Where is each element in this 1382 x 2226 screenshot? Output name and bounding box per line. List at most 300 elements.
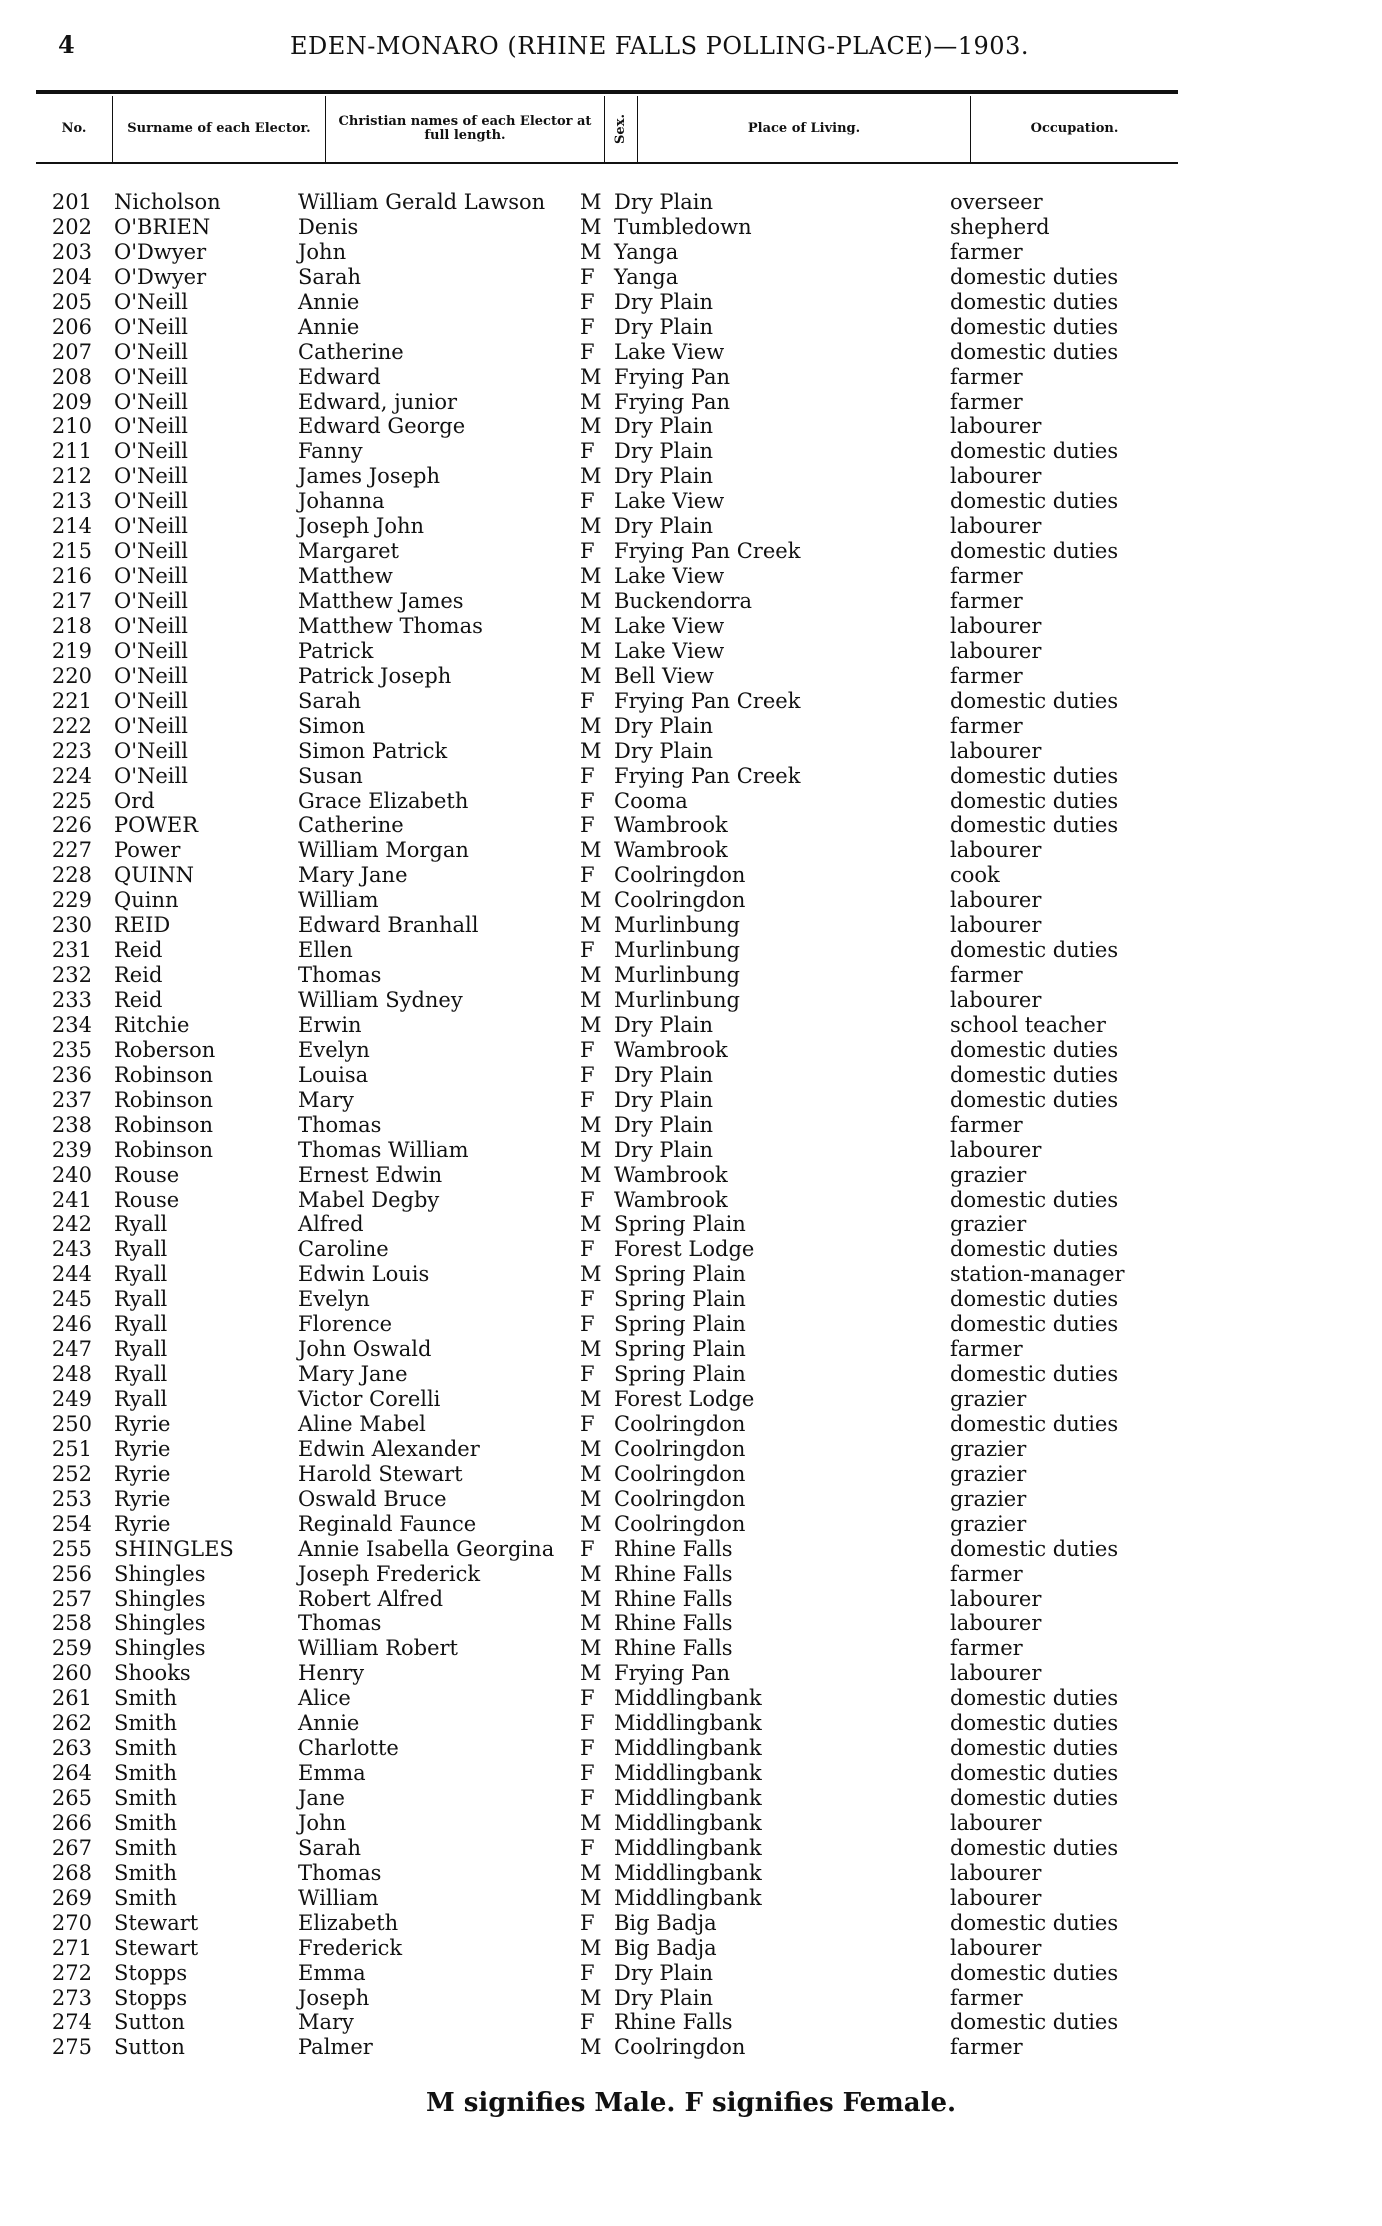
elector-surname: Smith xyxy=(114,1786,177,1810)
elector-surname: O'Neill xyxy=(114,339,188,364)
elector-christian-names: Patrick Joseph xyxy=(298,663,452,688)
elector-surname: O'Neill xyxy=(114,539,188,564)
elector-sex: F xyxy=(580,1237,595,1262)
elector-number: 204 xyxy=(51,264,92,289)
elector-sex: F xyxy=(580,289,595,314)
elector-occupation: farmer xyxy=(950,589,1023,613)
elector-number: 221 xyxy=(51,688,92,713)
elector-sex: M xyxy=(580,514,602,539)
elector-occupation: farmer xyxy=(950,2035,1023,2060)
table-row xyxy=(0,365,1382,390)
elector-occupation: labourer xyxy=(950,464,1042,489)
elector-number: 253 xyxy=(51,1486,92,1511)
elector-occupation: grazier xyxy=(950,1212,1027,1237)
elector-number: 214 xyxy=(51,514,92,539)
elector-christian-names: James Joseph xyxy=(298,464,440,489)
table-row xyxy=(0,988,1382,1013)
elector-christian-names: Henry xyxy=(298,1661,365,1686)
table-header xyxy=(36,96,1178,162)
elector-surname: SHINGLES xyxy=(114,1536,234,1561)
elector-place-of-living: Wambrook xyxy=(614,838,728,863)
elector-christian-names: Palmer xyxy=(298,2035,373,2060)
page-number: 4 xyxy=(58,30,75,59)
elector-number: 220 xyxy=(51,663,92,688)
elector-sex: F xyxy=(580,264,595,289)
table-row xyxy=(0,963,1382,988)
elector-occupation: domestic duties xyxy=(950,1536,1119,1561)
elector-number: 247 xyxy=(51,1337,92,1362)
table-row xyxy=(0,390,1382,415)
table-row xyxy=(0,1212,1382,1237)
elector-place-of-living: Dry Plain xyxy=(614,414,714,439)
elector-sex: F xyxy=(580,1362,595,1387)
elector-christian-names: Fanny xyxy=(298,439,363,464)
elector-sex: M xyxy=(580,564,602,589)
elector-occupation: labourer xyxy=(950,1611,1042,1636)
elector-occupation: farmer xyxy=(950,564,1023,589)
table-row xyxy=(0,1462,1382,1487)
elector-number: 251 xyxy=(51,1436,92,1461)
table-row xyxy=(0,340,1382,365)
elector-surname: Smith xyxy=(114,1860,177,1885)
elector-place-of-living: Middlingbank xyxy=(614,1860,762,1885)
elector-place-of-living: Dry Plain xyxy=(614,1062,714,1087)
header-sex-label: Sex. xyxy=(613,114,628,144)
table-row xyxy=(0,1911,1382,1936)
elector-surname: O'Neill xyxy=(114,389,188,414)
elector-surname: Shingles xyxy=(114,1636,206,1661)
elector-surname: Nicholson xyxy=(114,190,221,214)
elector-number: 228 xyxy=(51,863,92,888)
page-title: EDEN-MONARO (RHINE FALLS POLLING-PLACE)—1903. xyxy=(290,32,1029,60)
elector-place-of-living: Lake View xyxy=(614,564,725,589)
elector-place-of-living: Dry Plain xyxy=(614,514,714,539)
table-row xyxy=(0,714,1382,739)
elector-occupation: overseer xyxy=(950,190,1043,214)
elector-place-of-living: Frying Pan Creek xyxy=(614,763,801,788)
elector-number: 241 xyxy=(51,1187,92,1212)
table-row xyxy=(0,1138,1382,1163)
table-row xyxy=(0,913,1382,938)
elector-number: 238 xyxy=(51,1112,92,1137)
elector-surname: Ryall xyxy=(114,1312,168,1337)
elector-number: 203 xyxy=(51,239,92,264)
elector-surname: REID xyxy=(114,913,171,938)
elector-christian-names: Joseph John xyxy=(298,514,425,539)
table-row xyxy=(0,1163,1382,1188)
elector-number: 217 xyxy=(51,589,92,613)
elector-occupation: grazier xyxy=(950,1486,1027,1511)
elector-number: 271 xyxy=(51,1935,92,1960)
elector-sex: M xyxy=(580,1162,602,1187)
elector-surname: O'Neill xyxy=(114,439,188,464)
elector-sex: F xyxy=(580,1087,595,1112)
elector-christian-names: Simon Patrick xyxy=(298,738,448,763)
elector-surname: Reid xyxy=(114,938,163,963)
elector-occupation: domestic duties xyxy=(950,2010,1119,2035)
elector-sex: M xyxy=(580,1436,602,1461)
table-row xyxy=(0,1088,1382,1113)
table-row xyxy=(0,1412,1382,1437)
elector-sex: F xyxy=(580,1761,595,1786)
elector-surname: O'Neill xyxy=(114,638,188,663)
elector-sex: M xyxy=(580,214,602,239)
elector-place-of-living: Coolringdon xyxy=(614,1411,746,1436)
elector-surname: O'Neill xyxy=(114,314,188,339)
elector-christian-names: Joseph Frederick xyxy=(298,1561,481,1586)
elector-surname: Smith xyxy=(114,1711,177,1736)
elector-occupation: labourer xyxy=(950,638,1042,663)
elector-occupation: domestic duties xyxy=(950,788,1119,813)
elector-christian-names: Grace Elizabeth xyxy=(298,788,469,813)
elector-sex: M xyxy=(580,589,602,613)
elector-surname: Roberson xyxy=(114,1037,216,1062)
table-row xyxy=(0,1587,1382,1612)
footer-legend: M signifies Male. F signifies Female. xyxy=(425,2088,957,2118)
elector-christian-names: Elizabeth xyxy=(298,1910,399,1935)
elector-occupation: labourer xyxy=(950,738,1042,763)
elector-place-of-living: Dry Plain xyxy=(614,439,714,464)
elector-christian-names: Susan xyxy=(298,763,363,788)
elector-christian-names: Edward, junior xyxy=(298,389,458,414)
elector-surname: Smith xyxy=(114,1835,177,1860)
elector-number: 250 xyxy=(51,1411,92,1436)
elector-sex: F xyxy=(580,1686,595,1711)
elector-place-of-living: Dry Plain xyxy=(614,738,714,763)
elector-sex: M xyxy=(580,638,602,663)
elector-sex: M xyxy=(580,663,602,688)
table-row xyxy=(0,938,1382,963)
elector-number: 223 xyxy=(51,738,92,763)
elector-occupation: farmer xyxy=(950,713,1023,738)
table-row xyxy=(0,1611,1382,1636)
elector-surname: Ryall xyxy=(114,1262,168,1287)
elector-occupation: labourer xyxy=(950,838,1042,863)
elector-christian-names: Oswald Bruce xyxy=(298,1486,447,1511)
elector-occupation: labourer xyxy=(950,1860,1042,1885)
elector-occupation: domestic duties xyxy=(950,1037,1119,1062)
elector-sex: M xyxy=(580,963,602,988)
elector-place-of-living: Frying Pan xyxy=(614,1661,731,1686)
elector-christian-names: Sarah xyxy=(298,264,361,289)
elector-number: 254 xyxy=(51,1511,92,1536)
elector-sex: M xyxy=(580,1387,602,1411)
elector-christian-names: William Robert xyxy=(298,1636,458,1661)
elector-place-of-living: Spring Plain xyxy=(614,1287,746,1312)
table-row xyxy=(0,2035,1382,2060)
elector-christian-names: Annie xyxy=(298,289,360,314)
table-row xyxy=(0,1936,1382,1961)
elector-sex: F xyxy=(580,1786,595,1810)
electoral-roll-table xyxy=(0,190,1382,2060)
elector-christian-names: Edwin Louis xyxy=(298,1262,430,1287)
elector-occupation: grazier xyxy=(950,1162,1027,1187)
elector-number: 249 xyxy=(51,1387,92,1411)
elector-christian-names: William xyxy=(298,888,379,913)
elector-occupation: school teacher xyxy=(950,1012,1106,1037)
elector-sex: F xyxy=(580,1711,595,1736)
table-row xyxy=(0,1861,1382,1886)
elector-occupation: labourer xyxy=(950,514,1042,539)
elector-number: 201 xyxy=(51,190,92,214)
elector-surname: Smith xyxy=(114,1761,177,1786)
elector-number: 273 xyxy=(51,1985,92,2010)
table-row xyxy=(0,414,1382,439)
elector-place-of-living: Forest Lodge xyxy=(614,1387,755,1411)
table-row xyxy=(0,514,1382,539)
elector-place-of-living: Lake View xyxy=(614,489,725,514)
elector-occupation: domestic duties xyxy=(950,439,1119,464)
elector-christian-names: William xyxy=(298,1885,379,1910)
elector-sex: M xyxy=(580,1137,602,1162)
elector-christian-names: Thomas William xyxy=(298,1137,469,1162)
table-row xyxy=(0,1262,1382,1287)
elector-surname: Ryrie xyxy=(114,1511,171,1536)
table-row xyxy=(0,1786,1382,1811)
elector-christian-names: Thomas xyxy=(298,963,382,988)
elector-christian-names: Evelyn xyxy=(298,1287,370,1312)
header-sex xyxy=(605,96,637,162)
elector-occupation: domestic duties xyxy=(950,1062,1119,1087)
elector-christian-names: Edwin Alexander xyxy=(298,1436,480,1461)
elector-number: 257 xyxy=(51,1586,92,1611)
elector-sex: M xyxy=(580,838,602,863)
elector-sex: M xyxy=(580,1860,602,1885)
elector-surname: O'Neill xyxy=(114,663,188,688)
elector-occupation: farmer xyxy=(950,663,1023,688)
elector-number: 274 xyxy=(51,2010,92,2035)
elector-number: 267 xyxy=(51,1835,92,1860)
elector-occupation: domestic duties xyxy=(950,1312,1119,1337)
elector-sex: M xyxy=(580,1212,602,1237)
elector-sex: F xyxy=(580,1287,595,1312)
elector-sex: F xyxy=(580,938,595,963)
table-row xyxy=(0,813,1382,838)
elector-place-of-living: Dry Plain xyxy=(614,1960,714,1985)
elector-christian-names: Sarah xyxy=(298,1835,361,1860)
elector-occupation: cook xyxy=(950,863,1000,888)
elector-sex: F xyxy=(580,1536,595,1561)
elector-surname: Robinson xyxy=(114,1087,214,1112)
elector-place-of-living: Dry Plain xyxy=(614,289,714,314)
elector-number: 226 xyxy=(51,813,92,838)
elector-sex: M xyxy=(580,239,602,264)
elector-occupation: shepherd xyxy=(950,214,1050,239)
elector-christian-names: Charlotte xyxy=(298,1736,399,1761)
elector-number: 209 xyxy=(51,389,92,414)
elector-place-of-living: Yanga xyxy=(614,239,679,264)
elector-sex: M xyxy=(580,613,602,638)
elector-surname: Quinn xyxy=(114,888,179,913)
elector-number: 272 xyxy=(51,1960,92,1985)
elector-number: 225 xyxy=(51,788,92,813)
elector-surname: Ryrie xyxy=(114,1411,171,1436)
elector-place-of-living: Coolringdon xyxy=(614,1461,746,1486)
elector-sex: M xyxy=(580,1337,602,1362)
elector-christian-names: Simon xyxy=(298,713,366,738)
elector-surname: Ryall xyxy=(114,1237,168,1262)
elector-place-of-living: Dry Plain xyxy=(614,464,714,489)
elector-place-of-living: Murlinbung xyxy=(614,913,740,938)
elector-number: 230 xyxy=(51,913,92,938)
elector-sex: F xyxy=(580,1037,595,1062)
table-row xyxy=(0,489,1382,514)
table-row xyxy=(0,1387,1382,1412)
elector-number: 268 xyxy=(51,1860,92,1885)
elector-christian-names: John xyxy=(298,1810,347,1835)
elector-christian-names: Mary Jane xyxy=(298,1362,408,1387)
elector-number: 265 xyxy=(51,1786,92,1810)
table-top-rule xyxy=(36,90,1178,94)
elector-christian-names: Edward xyxy=(298,364,381,389)
elector-sex: F xyxy=(580,439,595,464)
elector-surname: Shingles xyxy=(114,1611,206,1636)
elector-sex: M xyxy=(580,389,602,414)
elector-number: 224 xyxy=(51,763,92,788)
elector-christian-names: Catherine xyxy=(298,339,404,364)
elector-occupation: domestic duties xyxy=(950,289,1119,314)
elector-christian-names: William Morgan xyxy=(298,838,469,863)
elector-occupation: farmer xyxy=(950,1636,1023,1661)
elector-sex: M xyxy=(580,988,602,1012)
elector-place-of-living: Coolringdon xyxy=(614,1436,746,1461)
elector-occupation: domestic duties xyxy=(950,1910,1119,1935)
elector-sex: F xyxy=(580,489,595,514)
elector-surname: Stopps xyxy=(114,1960,188,1985)
elector-christian-names: Thomas xyxy=(298,1860,382,1885)
table-row xyxy=(0,1038,1382,1063)
elector-place-of-living: Middlingbank xyxy=(614,1761,762,1786)
elector-occupation: labourer xyxy=(950,1661,1042,1686)
elector-sex: M xyxy=(580,364,602,389)
elector-christian-names: Reginald Faunce xyxy=(298,1511,477,1536)
header-place-of-living: Place of Living. xyxy=(747,121,861,136)
table-row xyxy=(0,439,1382,464)
table-row xyxy=(0,1661,1382,1686)
elector-place-of-living: Dry Plain xyxy=(614,314,714,339)
table-row xyxy=(0,1237,1382,1262)
elector-number: 245 xyxy=(51,1287,92,1312)
elector-surname: O'Neill xyxy=(114,414,188,439)
elector-sex: M xyxy=(580,888,602,913)
elector-place-of-living: Coolringdon xyxy=(614,1511,746,1536)
elector-occupation: station-manager xyxy=(950,1262,1125,1287)
elector-place-of-living: Murlinbung xyxy=(614,963,740,988)
elector-sex: M xyxy=(580,1661,602,1686)
elector-number: 233 xyxy=(51,988,92,1012)
elector-sex: F xyxy=(580,813,595,838)
elector-sex: M xyxy=(580,2035,602,2060)
elector-sex: M xyxy=(580,1262,602,1287)
elector-surname: Robinson xyxy=(114,1137,214,1162)
elector-sex: M xyxy=(580,1511,602,1536)
elector-place-of-living: Rhine Falls xyxy=(614,1636,733,1661)
header-occupation: Occupation. xyxy=(1030,121,1119,136)
elector-place-of-living: Lake View xyxy=(614,638,725,663)
elector-sex: F xyxy=(580,1736,595,1761)
elector-place-of-living: Middlingbank xyxy=(614,1686,762,1711)
elector-christian-names: Margaret xyxy=(298,539,399,564)
elector-surname: O'Dwyer xyxy=(114,264,207,289)
elector-christian-names: Victor Corelli xyxy=(298,1387,441,1411)
elector-number: 256 xyxy=(51,1561,92,1586)
elector-place-of-living: Bell View xyxy=(614,663,714,688)
table-row xyxy=(0,1711,1382,1736)
elector-surname: O'Neill xyxy=(114,289,188,314)
elector-surname: Stewart xyxy=(114,1935,199,1960)
elector-number: 210 xyxy=(51,414,92,439)
elector-christian-names: Emma xyxy=(298,1960,366,1985)
elector-occupation: domestic duties xyxy=(950,264,1119,289)
elector-sex: F xyxy=(580,1910,595,1935)
elector-surname: O'Neill xyxy=(114,763,188,788)
table-row xyxy=(0,1636,1382,1661)
table-row xyxy=(0,1312,1382,1337)
elector-sex: M xyxy=(580,464,602,489)
elector-number: 206 xyxy=(51,314,92,339)
elector-occupation: domestic duties xyxy=(950,339,1119,364)
table-header-rule xyxy=(36,162,1178,164)
elector-place-of-living: Dry Plain xyxy=(614,713,714,738)
elector-surname: Smith xyxy=(114,1810,177,1835)
elector-christian-names: Annie xyxy=(298,314,360,339)
elector-sex: F xyxy=(580,539,595,564)
elector-christian-names: William Gerald Lawson xyxy=(298,190,546,214)
elector-christian-names: Sarah xyxy=(298,688,361,713)
elector-christian-names: Mary xyxy=(298,1087,354,1112)
elector-surname: Robinson xyxy=(114,1062,214,1087)
elector-occupation: domestic duties xyxy=(950,1711,1119,1736)
elector-occupation: labourer xyxy=(950,1586,1042,1611)
elector-surname: Power xyxy=(114,838,181,863)
table-row xyxy=(0,1686,1382,1711)
elector-place-of-living: Wambrook xyxy=(614,1037,728,1062)
elector-number: 222 xyxy=(51,713,92,738)
elector-occupation: domestic duties xyxy=(950,688,1119,713)
elector-surname: O'Neill xyxy=(114,613,188,638)
elector-occupation: labourer xyxy=(950,414,1042,439)
elector-occupation: labourer xyxy=(950,1810,1042,1835)
elector-number: 215 xyxy=(51,539,92,564)
elector-occupation: domestic duties xyxy=(950,1835,1119,1860)
elector-sex: F xyxy=(580,1312,595,1337)
header-christian-names: Christian names of each Elector at full length. xyxy=(338,114,592,143)
elector-place-of-living: Dry Plain xyxy=(614,1112,714,1137)
elector-number: 243 xyxy=(51,1237,92,1262)
elector-surname: Ryrie xyxy=(114,1436,171,1461)
elector-occupation: domestic duties xyxy=(950,1411,1119,1436)
elector-place-of-living: Tumbledown xyxy=(614,214,752,239)
table-row xyxy=(0,1986,1382,2011)
elector-surname: Sutton xyxy=(114,2010,185,2035)
elector-sex: M xyxy=(580,1985,602,2010)
elector-occupation: grazier xyxy=(950,1511,1027,1536)
elector-sex: F xyxy=(580,1062,595,1087)
elector-christian-names: Denis xyxy=(298,214,359,239)
elector-number: 236 xyxy=(51,1062,92,1087)
elector-number: 248 xyxy=(51,1362,92,1387)
elector-christian-names: Erwin xyxy=(298,1012,362,1037)
elector-place-of-living: Middlingbank xyxy=(614,1786,762,1810)
elector-sex: M xyxy=(580,1561,602,1586)
elector-sex: F xyxy=(580,2010,595,2035)
elector-place-of-living: Dry Plain xyxy=(614,1012,714,1037)
table-row xyxy=(0,1188,1382,1213)
elector-place-of-living: Murlinbung xyxy=(614,988,740,1012)
elector-number: 269 xyxy=(51,1885,92,1910)
elector-sex: M xyxy=(580,1586,602,1611)
elector-christian-names: Matthew Thomas xyxy=(298,613,483,638)
